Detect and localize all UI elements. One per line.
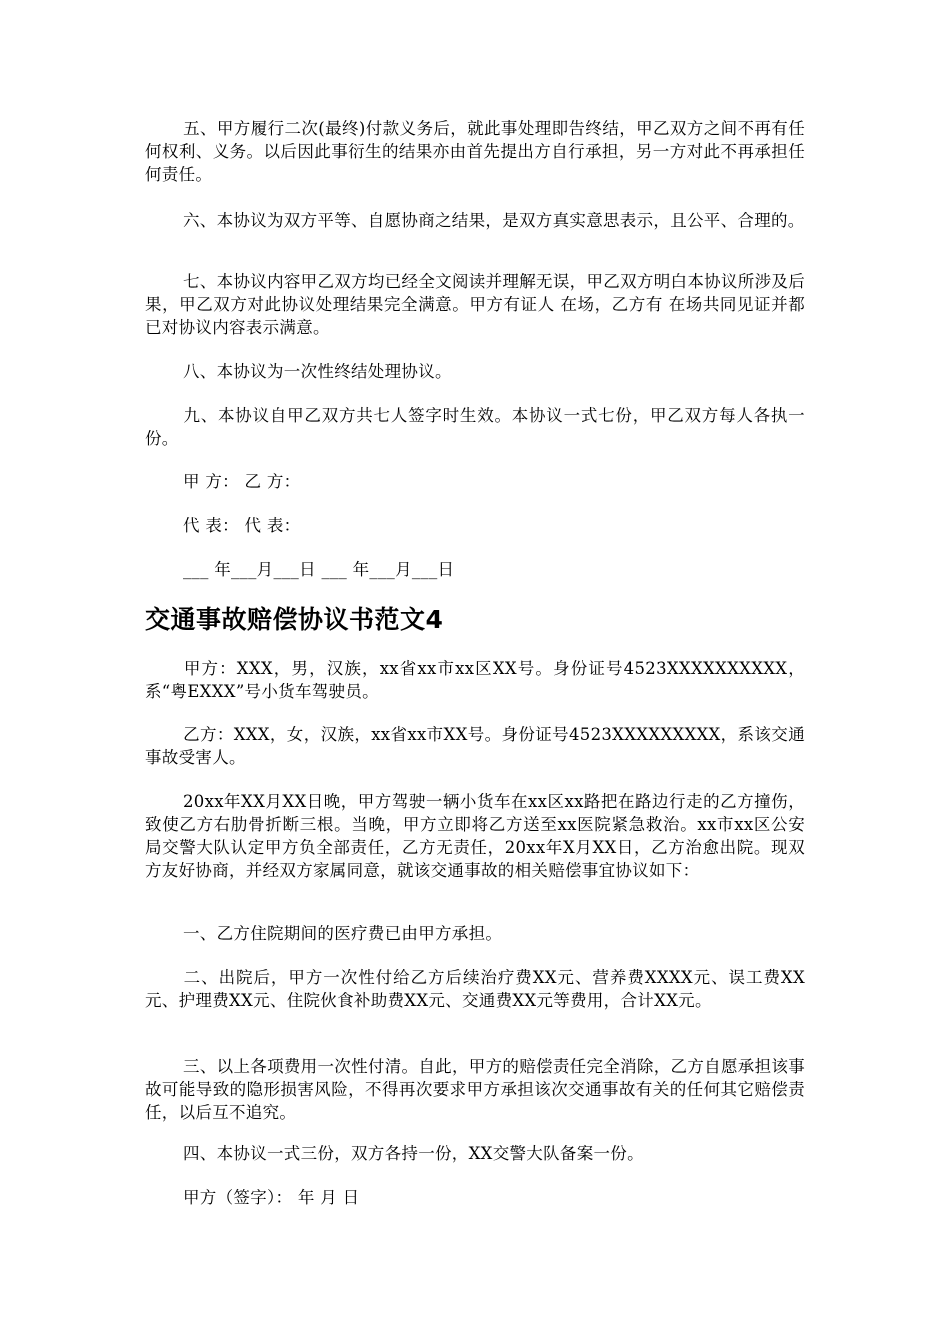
clause-8: 八、本协议为一次性终结处理协议。: [183, 362, 452, 381]
clause-9: 九、本协议自甲乙双方共七人签字时生效。本协议一式七份，甲乙双方每人各执一份。: [145, 406, 805, 448]
party-a-signature-line: 甲方（签字）： 年 月 日: [183, 1188, 360, 1207]
clause-6: 六、本协议为双方平等、自愿协商之结果，是双方真实意思表示，且公平、合理的。: [183, 211, 805, 230]
party-a-info: 甲方：XXX，男，汉族，xx省xx市xx区XX号。身份证号4523XXXXXXXXXX，系“粤EXXX”号小货车驾驶员。: [145, 659, 805, 701]
clause-4: 四、本协议一式三份，双方各持一份，XX交警大队备案一份。: [183, 1144, 644, 1163]
signature-parties-line: 甲 方： 乙 方：: [183, 472, 301, 491]
party-b-info: 乙方：XXX，女，汉族，xx省xx市XX号。身份证号4523XXXXXXXXX，系该交通事故受害人。: [145, 725, 805, 767]
clause-1: 一、乙方住院期间的医疗费已由甲方承担。: [183, 924, 503, 943]
clause-2: 二、出院后，甲方一次性付给乙方后续治疗费XX元、营养费XXXX元、误工费XX元、护理费XX元、住院伙食补助费XX元、交通费XX元等费用，合计XX元。: [145, 968, 805, 1010]
section-heading: 交通事故赔偿协议书范文4: [145, 605, 444, 634]
clause-3: 三、以上各项费用一次性付清。自此，甲方的赔偿责任完全消除，乙方自愿承担该事故可能导致的隐形损害风险，不得再次要求甲方承担该次交通事故有关的任何其它赔偿责任，以后互不追究。: [145, 1057, 805, 1122]
accident-facts: 20xx年XX月XX日晚，甲方驾驶一辆小货车在xx区xx路把在路边行走的乙方撞伤，致使乙方右肋骨折断三根。当晚，甲方立即将乙方送至xx医院紧急救治。xx市xx区公安局交警大队认定甲方负全部责任，乙方无责任，20xx年X月XX日，乙方治愈出院。现双方友好协商，并经双方家属同意，就该交通事故的相关赔偿事宜协议如下：: [145, 792, 805, 880]
clause-5: 五、甲方履行二次(最终)付款义务后，就此事处理即告终结，甲乙双方之间不再有任何权利、义务。以后因此事衍生的结果亦由首先提出方自行承担，另一方对此不再承担任何责任。: [145, 119, 805, 184]
clause-7: 七、本协议内容甲乙双方均已经全文阅读并理解无误，甲乙双方明白本协议所涉及后果，甲乙双方对此协议处理结果完全满意。甲方有证人 在场，乙方有 在场共同见证并都已对协议内容表示满意。: [145, 272, 805, 337]
signature-dates-line: ___ 年___月___日 ___ 年___月___日: [183, 560, 455, 579]
signature-representatives-line: 代 表： 代 表：: [183, 516, 301, 535]
